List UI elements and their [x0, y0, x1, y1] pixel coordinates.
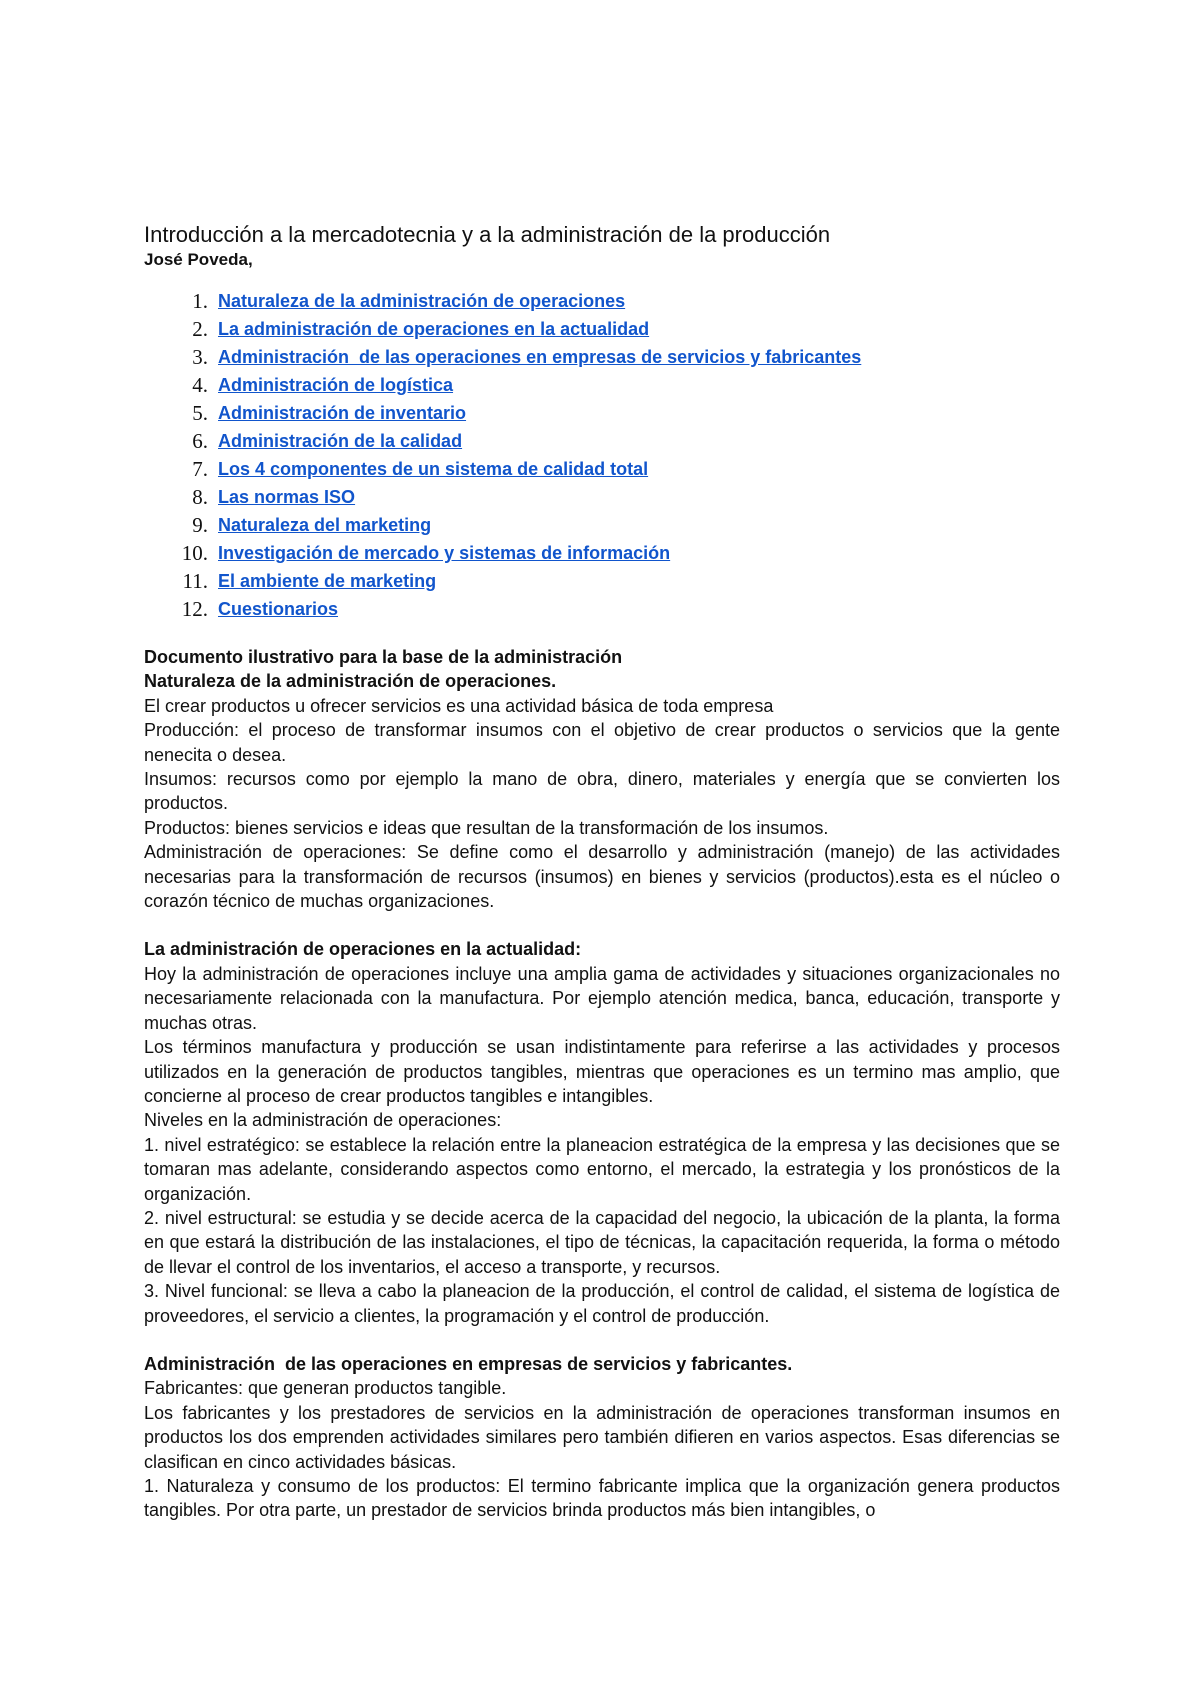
toc-item [144, 371, 1060, 399]
toc-item [144, 343, 1060, 371]
toc-item [144, 455, 1060, 483]
paragraph: Insumos: recursos como por ejemplo la mano de obra, dinero, materiales y energía que se convierten los productos. [144, 769, 1060, 814]
section-heading: Administración de las operaciones en empresas de servicios y fabricantes. [144, 1353, 793, 1374]
toc-number: 10. [181, 540, 208, 565]
paragraph: Hoy la administración de operaciones incluye una amplia gama de actividades y situaciones organizacionales no necesariamente relacionada con la manufactura. Por ejemplo atención medica, banca, educación, transporte y muchas otras. [144, 963, 1060, 1033]
toc-number: 12. [181, 596, 208, 621]
paragraph: Niveles en la administración de operaciones: [144, 1110, 502, 1131]
toc-link[interactable]: La administración de operaciones en la actualidad [218, 318, 650, 339]
toc-number: 11. [182, 568, 208, 593]
toc-item [144, 595, 1060, 623]
table-of-contents [144, 287, 1060, 623]
toc-number: 9. [192, 512, 208, 537]
toc-item [144, 427, 1060, 455]
paragraph: 1. Naturaleza y consumo de los productos: El termino fabricante implica que la organización genera productos tangibles. Por otra parte, un prestador de servicios brinda productos más bien intangibles, o [144, 1476, 1060, 1521]
toc-link[interactable]: Cuestionarios [218, 598, 339, 619]
toc-number: 5. [192, 400, 208, 425]
toc-number: 1. [192, 288, 208, 313]
toc-number: 4. [192, 372, 208, 397]
toc-link[interactable]: Naturaleza de la administración de operaciones [218, 290, 626, 311]
document-subtitle: Documento ilustrativo para la base de la administración [144, 647, 623, 667]
toc-link[interactable]: Administración de inventario [218, 402, 467, 423]
toc-number: 3. [192, 344, 208, 369]
paragraph: 3. Nivel funcional: se lleva a cabo la planeacion de la producción, el control de calidad, el sistema de logística de proveedores, el servicio a clientes, la programación y el control de producción. [144, 1281, 1060, 1326]
toc-link[interactable]: Administración de la calidad [218, 430, 463, 451]
toc-item [144, 539, 1060, 567]
toc-number: 2. [192, 316, 208, 341]
toc-item [144, 315, 1060, 343]
paragraph: 1. nivel estratégico: se establece la relación entre la planeacion estratégica de la empresa y las decisiones que se tomaran mas adelante, considerando aspectos como entorno, el mercado, la estrategia y los pronósticos de la organización. [144, 1134, 1060, 1204]
toc-link[interactable]: Los 4 componentes de un sistema de calidad total [218, 458, 649, 479]
toc-item [144, 567, 1060, 595]
toc-link[interactable]: Naturaleza del marketing [218, 514, 432, 535]
paragraph: Los términos manufactura y producción se usan indistintamente para referirse a las actividades y procesos utilizados en la generación de productos tangibles, mientras que operaciones es un termino mas amplio, que concierne al proceso de crear productos tangibles e intangibles. [144, 1037, 1060, 1106]
paragraph: Los fabricantes y los prestadores de servicios en la administración de operaciones transforman insumos en productos los dos emprenden actividades similares pero también difieren en varios aspectos. Esas diferencias se clasifican en cinco actividades básicas. [144, 1402, 1060, 1472]
toc-number: 6. [192, 428, 208, 453]
paragraph: Administración de operaciones: Se define como el desarrollo y administración (manejo) de las actividades necesarias para la transformación de recursos (insumos) en bienes y servicios (productos).esta es el núcleo o corazón técnico de muchas organizaciones. [144, 842, 1060, 912]
toc-number: 7. [192, 456, 208, 481]
toc-item [144, 483, 1060, 511]
section-heading: La administración de operaciones en la actualidad: [144, 939, 582, 960]
toc-link[interactable]: El ambiente de marketing [218, 570, 437, 591]
toc-link[interactable]: Administración de logística [218, 374, 454, 395]
paragraph: Producción: el proceso de transformar insumos con el objetivo de crear productos o servicios que la gente nenecita o desea. [144, 720, 1060, 765]
paragraph: Productos: bienes servicios e ideas que resultan de la transformación de los insumos. [144, 817, 829, 838]
section-servicios-fabricantes [144, 1352, 1060, 1523]
section-actualidad [144, 937, 1060, 1328]
toc-link[interactable]: Investigación de mercado y sistemas de información [218, 542, 671, 563]
document-title: Introducción a la mercadotecnia y a la administración de la producción [144, 222, 831, 247]
toc-link[interactable]: Las normas ISO [218, 486, 356, 507]
toc-item [144, 287, 1060, 315]
toc-item [144, 511, 1060, 539]
paragraph: 2. nivel estructural: se estudia y se decide acerca de la capacidad del negocio, la ubicación de la planta, la forma en que estará la distribución de las instalaciones, el tipo de técnicas, la capacitación requerida, la forma o método de llevar el control de los inventarios, el acceso a transporte, y recursos. [144, 1207, 1060, 1277]
paragraph: El crear productos u ofrecer servicios es una actividad básica de toda empresa [144, 695, 774, 716]
toc-item [144, 399, 1060, 427]
toc-link[interactable]: Administración de las operaciones en empresas de servicios y fabricantes [218, 346, 862, 367]
paragraph: Fabricantes: que generan productos tangible. [144, 1378, 507, 1399]
document-author: José Poveda, [144, 250, 253, 269]
section-heading: Naturaleza de la administración de operaciones. [144, 671, 557, 692]
section-naturaleza [144, 669, 1060, 913]
toc-number: 8. [192, 484, 208, 509]
document-page [144, 221, 1060, 1547]
